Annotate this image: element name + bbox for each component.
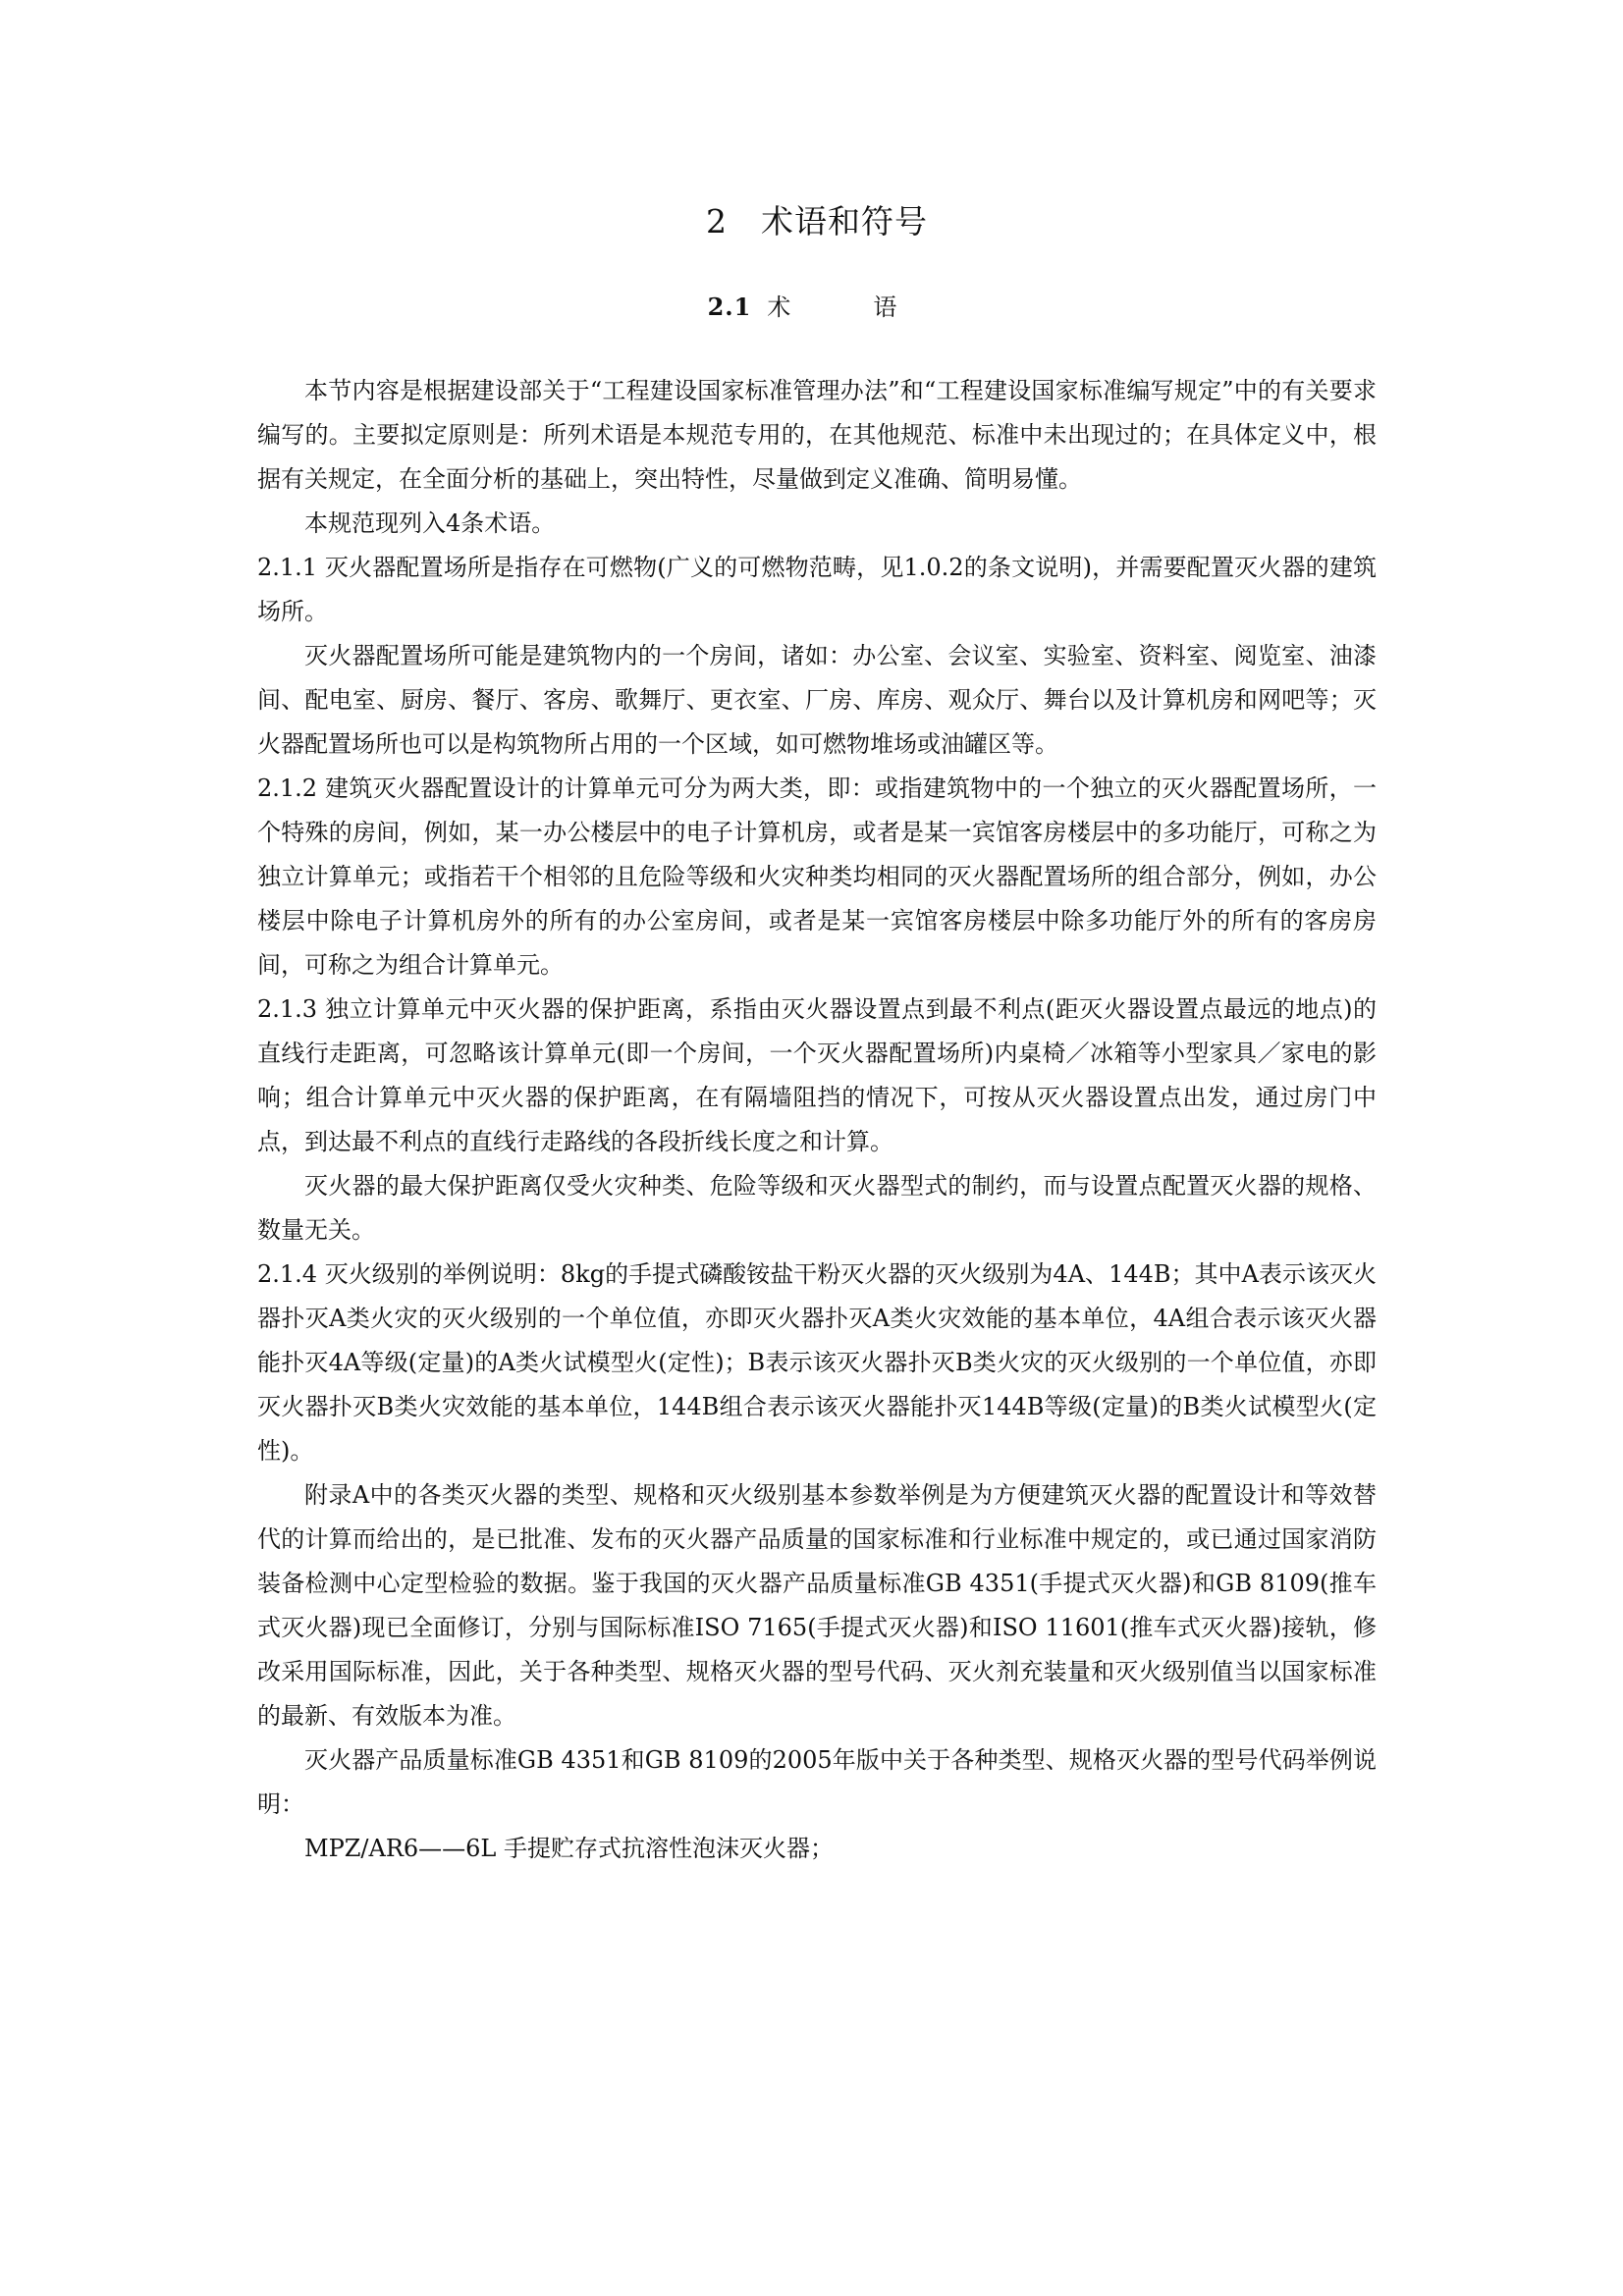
clause-2-1-3: 2.1.3 独立计算单元中灭火器的保护距离，系指由灭火器设置点到最不利点(距灭火器设置点最远的地点)的直线行走距离，可忽略该计算单元(即一个房间，一个灭火器配置场所)内桌椅／冰箱等小型家具／家电的影响；组合计算单元中灭火器的保护距离，在有隔墙阻挡的情况下，可按从灭火器设置点出发，通过房门中点，到达最不利点的直线行走路线的各段折线长度之和计算。: [257, 995, 1377, 1155]
clause-2-1-2: 2.1.2 建筑灭火器配置设计的计算单元可分为两大类，即：或指建筑物中的一个独立的灭火器配置场所，一个特殊的房间，例如，某一办公楼层中的电子计算机房，或者是某一宾馆客房楼层中的多功能厅，可称之为独立计算单元；或指若干个相邻的且危险等级和火灾种类均相同的灭火器配置场所的组合部分，例如，办公楼层中除电子计算机房外的所有的办公室房间，或者是某一宾馆客房楼层中除多功能厅外的所有的客房房间，可称之为组合计算单元。: [257, 774, 1377, 979]
appendix-a-paragraph: 附录A中的各类灭火器的类型、规格和灭火级别基本参数举例是为方便建筑灭火器的配置设计和等效替代的计算而给出的，是已批准、发布的灭火器产品质量的国家标准和行业标准中规定的，或已通过国家消防装备检测中心定型检验的数据。鉴于我国的灭火器产品质量标准GB 4351(手提式灭火器)和GB 8109(推车式灭火器)现已全面修订，分别与国际标准ISO 7165(手提式灭火器)和ISO 11601(推车式灭火器)接轨，修改采用国际标准，因此，关于各种类型、规格灭火器的型号代码、灭火剂充装量和灭火级别值当以国家标准的最新、有效版本为准。: [257, 1481, 1377, 1730]
chapter-title: 2 术语和符号: [706, 202, 928, 240]
section-title: 术 语: [767, 294, 927, 321]
clause-2-1-4: 2.1.4 灭火级别的举例说明：8kg的手提式磷酸铵盐干粉灭火器的灭火级别为4A、144B；其中A表示该灭火器扑灭A类火灾的灭火级别的一个单位值，亦即灭火器扑灭A类火灾效能的基本单位，4A组合表示该灭火器能扑灭4A等级(定量)的A类火试模型火(定性)；B表示该灭火器扑灭B类火灾的灭火级别的一个单位值，亦即灭火器扑灭B类火灾效能的基本单位，144B组合表示该灭火器能扑灭144B等级(定量)的B类火试模型火(定性)。: [257, 1260, 1377, 1465]
section-number: 2.1: [707, 293, 752, 321]
clause-2-1-1-note: 灭火器配置场所可能是建筑物内的一个房间，诸如：办公室、会议室、实验室、资料室、阅览室、油漆间、配电室、厨房、餐厅、客房、歌舞厅、更衣室、厂房、库房、观众厅、舞台以及计算机房和网吧等；灭火器配置场所也可以是构筑物所占用的一个区域，如可燃物堆场或油罐区等。: [257, 642, 1377, 758]
document-page: [257, 196, 1377, 1871]
section-heading: [257, 288, 1377, 322]
model-code-example: MPZ/AR6——6L 手提贮存式抗溶性泡沫灭火器；: [304, 1835, 834, 1862]
terms-count-paragraph: 本规范现列入4条术语。: [304, 509, 556, 537]
clause-2-1-1: 2.1.1 灭火器配置场所是指存在可燃物(广义的可燃物范畴，见1.0.2的条文说明)，并需要配置灭火器的建筑场所。: [257, 554, 1377, 625]
clause-2-1-3-note: 灭火器的最大保护距离仅受火灾种类、危险等级和灭火器型式的制约，而与设置点配置灭火器的规格、数量无关。: [257, 1172, 1377, 1244]
intro-paragraph: 本节内容是根据建设部关于“工程建设国家标准管理办法”和“工程建设国家标准编写规定”中的有关要求编写的。主要拟定原则是：所列术语是本规范专用的，在其他规范、标准中未出现过的；在具体定义中，根据有关规定，在全面分析的基础上，突出特性，尽量做到定义准确、简明易懂。: [257, 377, 1377, 493]
model-code-intro: 灭火器产品质量标准GB 4351和GB 8109的2005年版中关于各种类型、规格灭火器的型号代码举例说明：: [257, 1746, 1377, 1818]
